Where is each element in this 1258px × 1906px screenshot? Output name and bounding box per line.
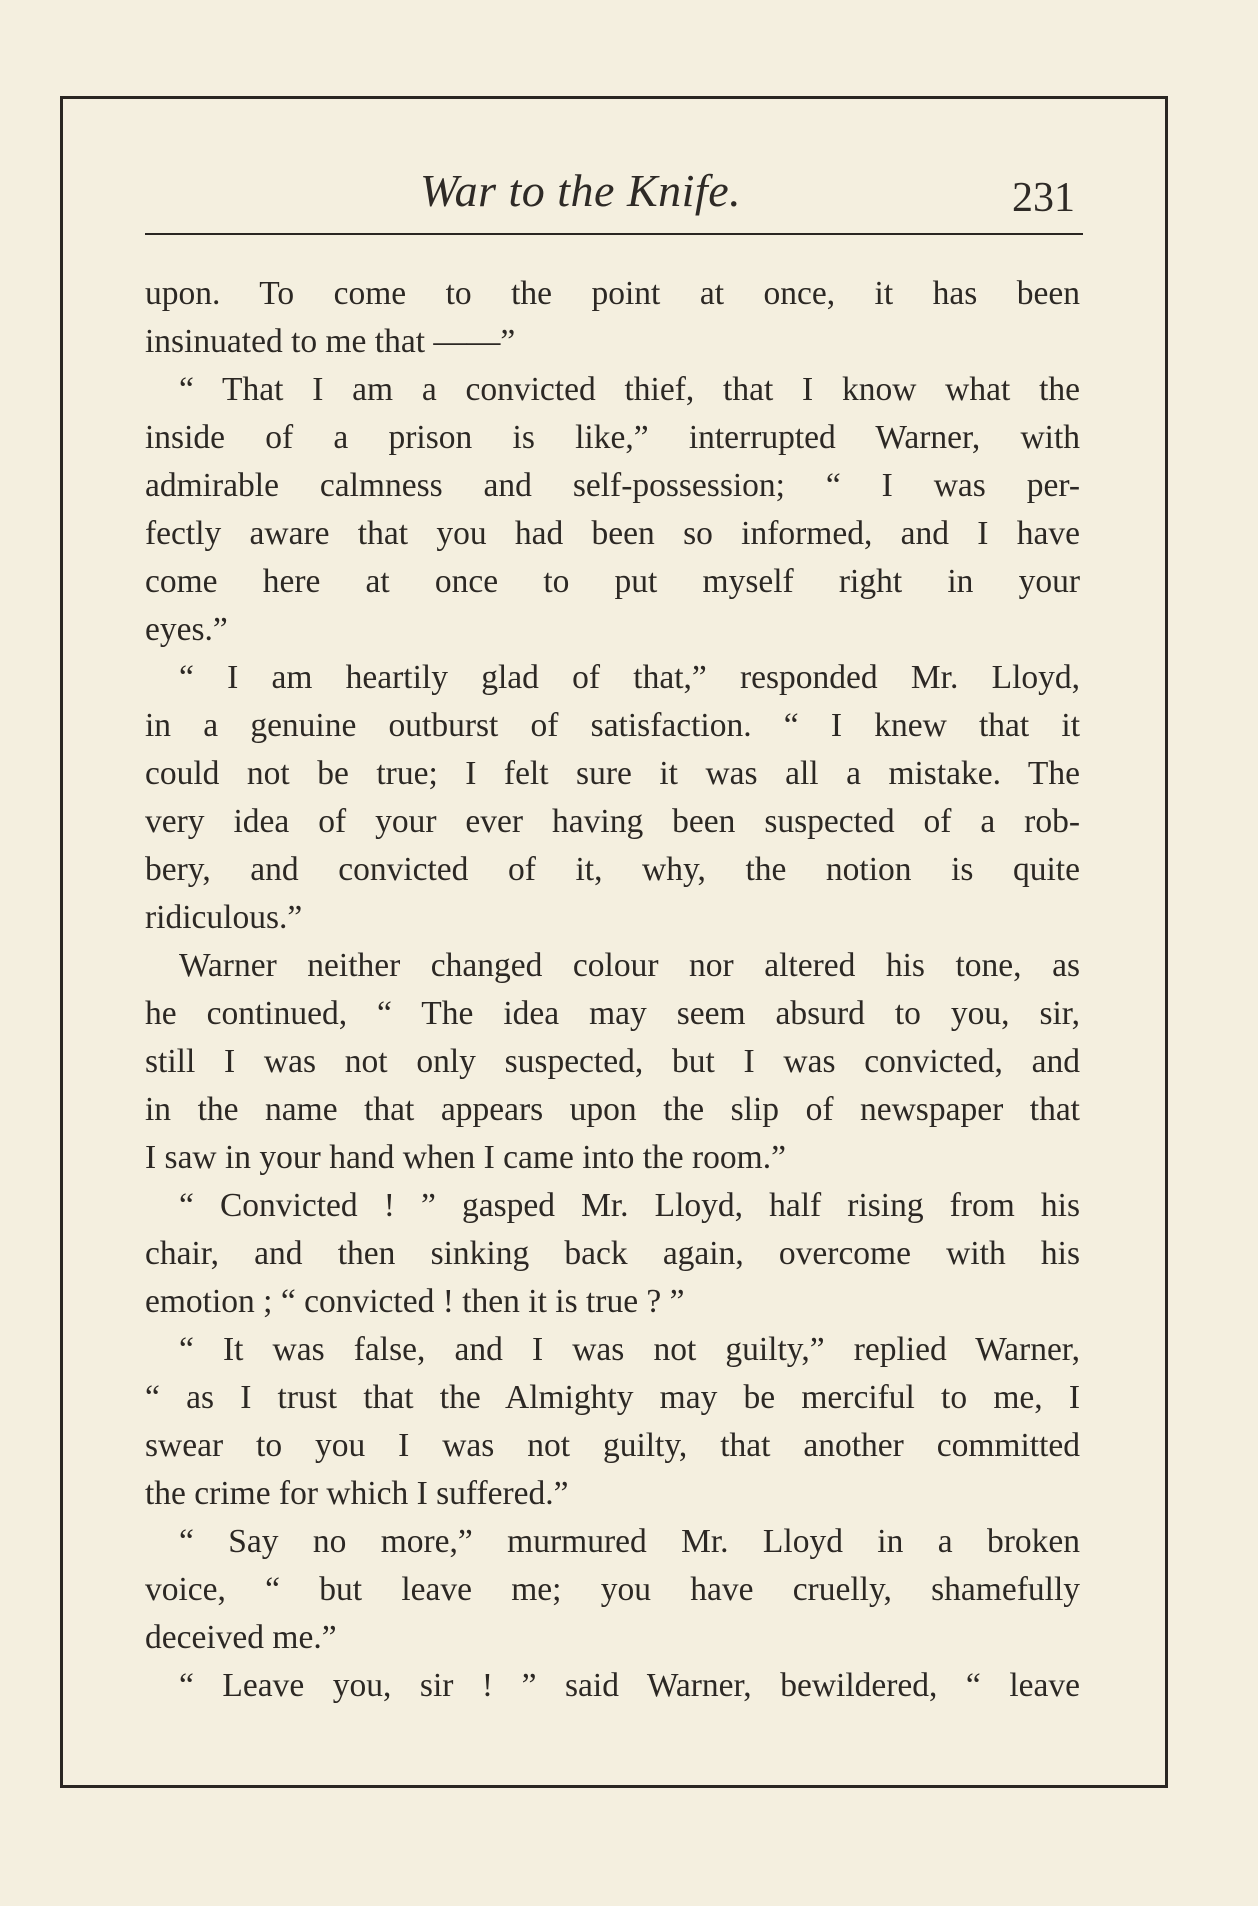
text-line: voice, “ but leave me; you have cruelly, shamefully [145, 1571, 1080, 1608]
text-line: swear to you I was not guilty, that another committed [145, 1427, 1080, 1464]
page-number: 231 [1012, 175, 1075, 221]
text-line: deceived me.” [145, 1619, 337, 1656]
body-text [145, 270, 1080, 1710]
text-line: emotion ; “ convicted ! then it is true ? ” [145, 1283, 685, 1320]
running-head [145, 160, 1083, 240]
text-line: “ That I am a convicted thief, that I know what the [179, 371, 1080, 408]
running-title: War to the Knife. [420, 165, 742, 216]
text-line: very idea of your ever having been suspected of a rob- [145, 803, 1080, 840]
text-line: eyes.” [145, 611, 228, 648]
text-line: inside of a prison is like,” interrupted Warner, with [145, 419, 1080, 456]
text-line: he continued, “ The idea may seem absurd to you, sir, [145, 995, 1080, 1032]
text-line: “ Say no more,” murmured Mr. Lloyd in a broken [179, 1523, 1080, 1560]
text-line: “ I am heartily glad of that,” responded Mr. Lloyd, [179, 659, 1080, 696]
text-line: insinuated to me that ——” [145, 323, 516, 360]
text-line: “ It was false, and I was not guilty,” replied Warner, [179, 1331, 1080, 1368]
text-line: bery, and convicted of it, why, the notion is quite [145, 851, 1080, 888]
text-line: in a genuine outburst of satisfaction. “ I knew that it [145, 707, 1080, 744]
text-line: still I was not only suspected, but I was convicted, and [145, 1043, 1080, 1080]
text-line: I saw in your hand when I came into the room.” [145, 1139, 786, 1176]
text-line: the crime for which I suffered.” [145, 1475, 569, 1512]
text-line: “ Leave you, sir ! ” said Warner, bewildered, “ leave [179, 1667, 1080, 1704]
text-line: chair, and then sinking back again, overcome with his [145, 1235, 1080, 1272]
text-line: ridiculous.” [145, 899, 303, 936]
text-line: “ as I trust that the Almighty may be merciful to me, I [145, 1379, 1080, 1416]
text-line: come here at once to put myself right in your [145, 563, 1080, 600]
text-line: upon. To come to the point at once, it has been [145, 275, 1080, 312]
text-line: Warner neither changed colour nor altered his tone, as [179, 947, 1080, 984]
text-line: “ Convicted ! ” gasped Mr. Lloyd, half rising from his [179, 1187, 1080, 1224]
text-line: admirable calmness and self-possession; “ I was per- [145, 467, 1080, 504]
text-line: fectly aware that you had been so informed, and I have [145, 515, 1080, 552]
text-line: could not be true; I felt sure it was all a mistake. The [145, 755, 1080, 792]
text-line: in the name that appears upon the slip of newspaper that [145, 1091, 1080, 1128]
header-rule [145, 233, 1083, 235]
